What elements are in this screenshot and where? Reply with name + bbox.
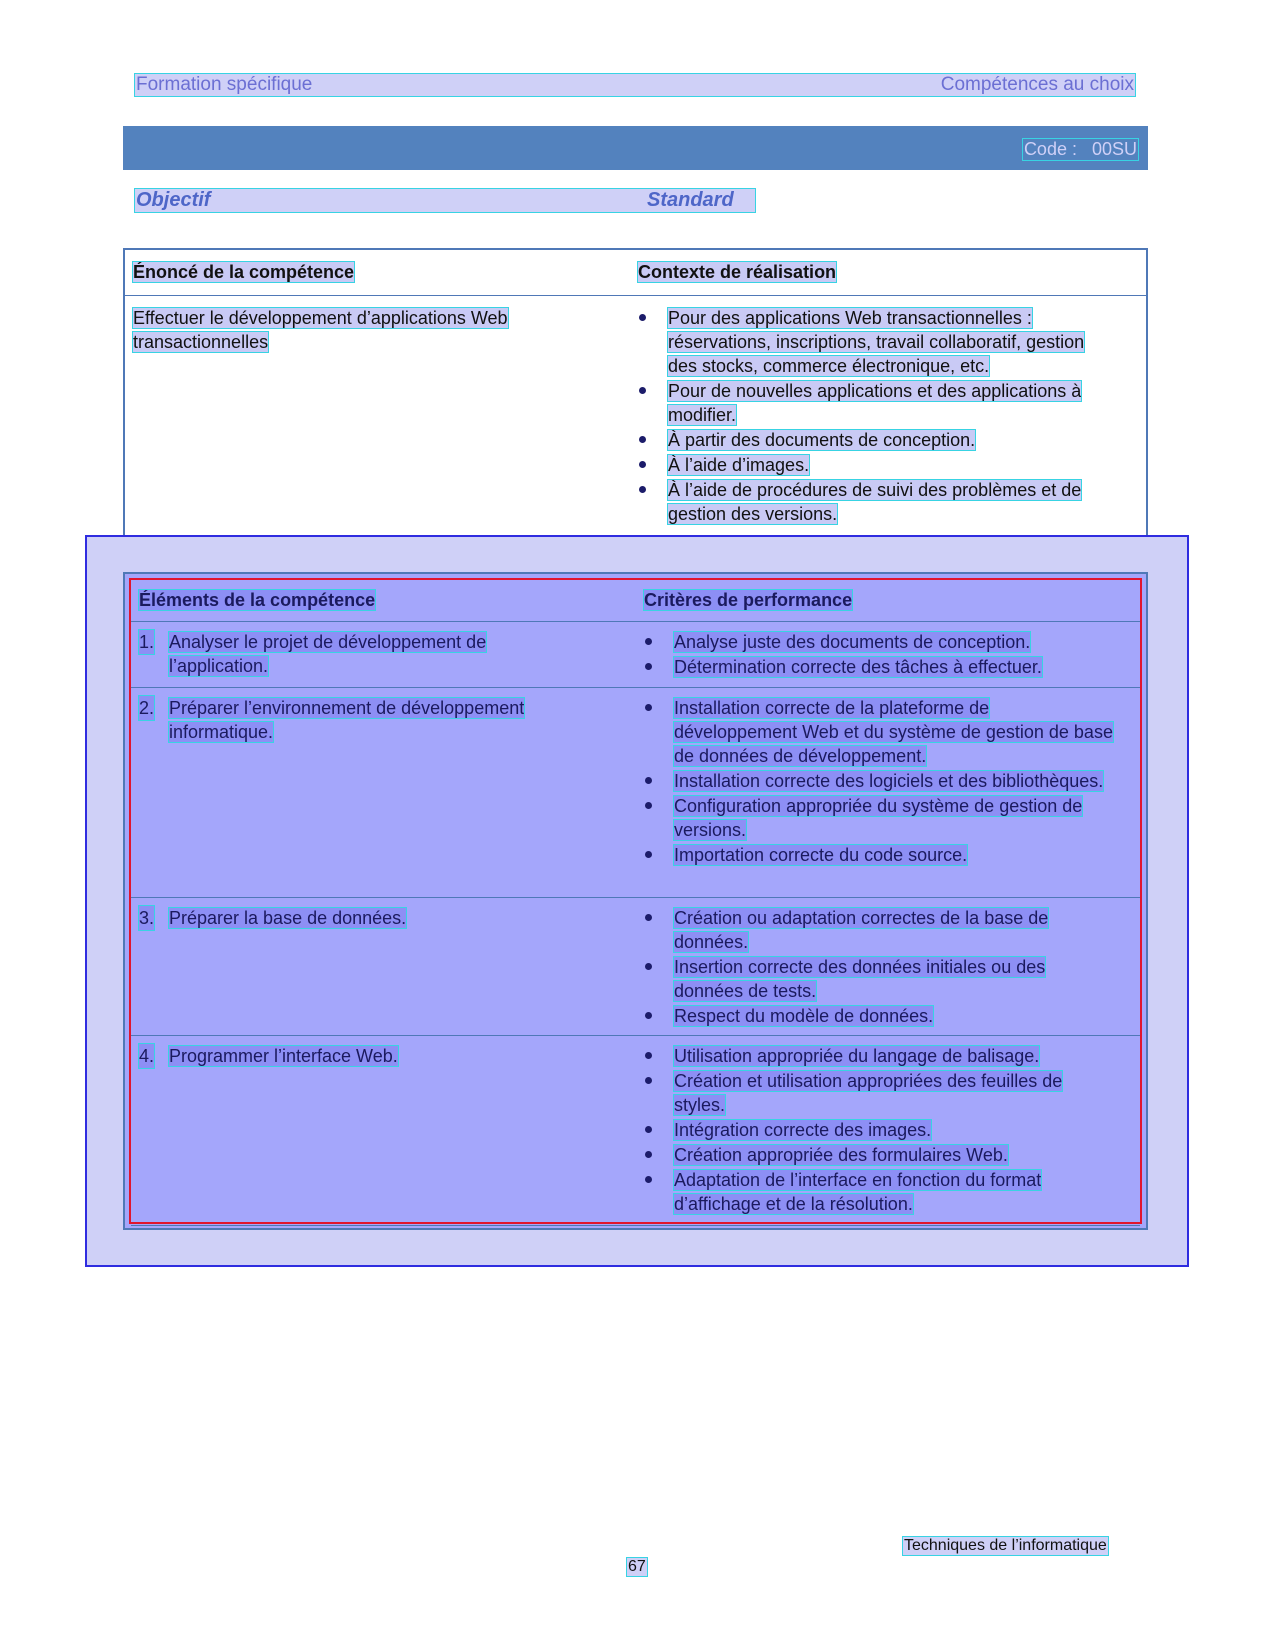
list-item: Intégration correcte des images. <box>644 1118 1116 1142</box>
context-column-header: Contexte de réalisation <box>638 262 837 282</box>
list-item: À l’aide de procédures de suivi des problèmes et de gestion des versions. <box>638 478 1110 526</box>
list-item: Analyse juste des documents de conception. <box>644 630 1116 654</box>
context-list <box>638 306 1110 526</box>
list-item: Création et utilisation appropriées des feuilles de styles. <box>644 1069 1116 1117</box>
list-item: À partir des documents de conception. <box>638 428 1110 452</box>
bullet-icon <box>645 851 652 858</box>
list-item: Détermination correcte des tâches à effectuer. <box>644 655 1116 679</box>
bullet-icon <box>645 1176 652 1183</box>
bullet-icon <box>645 802 652 809</box>
competency-statement-table <box>123 248 1148 538</box>
element-number: 4. <box>139 1046 155 1066</box>
header-section-right: Compétences au choix <box>940 74 1134 95</box>
bullet-icon <box>645 638 652 645</box>
bullet-icon <box>639 486 646 493</box>
header-section-left: Formation spécifique <box>136 74 313 95</box>
table-row <box>131 898 1140 1036</box>
list-item: Utilisation appropriée du langage de balisage. <box>644 1044 1116 1068</box>
objective-label: Objectif <box>136 189 211 211</box>
list-item: Importation correcte du code source. <box>644 843 1116 867</box>
element-text: Préparer la base de données. <box>169 908 407 928</box>
bullet-icon <box>645 663 652 670</box>
criteria-column-header: Critères de performance <box>644 590 853 610</box>
bullet-icon <box>645 1126 652 1133</box>
bullet-icon <box>639 314 646 321</box>
table1-body-row <box>125 296 1146 536</box>
footer-program-name: Techniques de l’informatique <box>904 1537 1107 1554</box>
list-item: Installation correcte de la plateforme de développement Web et du système de gestion de base de données de développement. <box>644 696 1116 768</box>
statement-column-header: Énoncé de la compétence <box>133 262 355 282</box>
list-item: Installation correcte des logiciels et des bibliothèques. <box>644 769 1116 793</box>
bullet-icon <box>645 1151 652 1158</box>
list-item: Pour de nouvelles applications et des applications à modifier. <box>638 379 1110 427</box>
performance-criteria-table <box>123 572 1148 1230</box>
bullet-icon <box>645 1052 652 1059</box>
list-item: Création ou adaptation correctes de la base de données. <box>644 906 1116 954</box>
table-row <box>131 688 1140 898</box>
element-number: 1. <box>139 632 155 652</box>
bullet-icon <box>645 704 652 711</box>
objective-standard-band <box>135 189 755 212</box>
criteria-list <box>644 696 1116 867</box>
criteria-list <box>644 630 1116 679</box>
criteria-list <box>644 1044 1116 1216</box>
element-text: Programmer l’interface Web. <box>169 1046 398 1066</box>
list-item: Création appropriée des formulaires Web. <box>644 1143 1116 1167</box>
bullet-icon <box>645 914 652 921</box>
list-item: Configuration appropriée du système de gestion de versions. <box>644 794 1116 842</box>
bullet-icon <box>645 963 652 970</box>
bullet-icon <box>639 436 646 443</box>
list-item: Adaptation de l’interface en fonction du format d’affichage et de la résolution. <box>644 1168 1116 1216</box>
bullet-icon <box>645 777 652 784</box>
table-row <box>131 1036 1140 1226</box>
table2-header-row <box>131 580 1140 622</box>
criteria-list <box>644 906 1116 1028</box>
page-number: 67 <box>628 1558 646 1575</box>
element-text: Préparer l’environnement de développement informatique. <box>169 698 525 742</box>
competency-code: Code : 00SU <box>1023 139 1137 159</box>
standard-label: Standard <box>647 189 734 211</box>
bullet-icon <box>639 461 646 468</box>
bullet-icon <box>645 1077 652 1084</box>
list-item: Pour des applications Web transactionnelles : réservations, inscriptions, travail collaboratif, gestion des stocks, commerce électronique, etc. <box>638 306 1110 378</box>
element-text: Analyser le projet de développement de l’application. <box>169 632 487 676</box>
table2-selection-border <box>129 578 1142 1224</box>
elements-column-header: Éléments de la compétence <box>139 590 376 610</box>
bullet-icon <box>645 1012 652 1019</box>
code-bar <box>123 126 1148 170</box>
table1-header-row <box>125 250 1146 296</box>
list-item: Insertion correcte des données initiales ou des données de tests. <box>644 955 1116 1003</box>
competency-statement: Effectuer le développement d’applications Web transactionnelles <box>133 308 508 352</box>
list-item: À l’aide d’images. <box>638 453 1110 477</box>
table-row <box>131 622 1140 688</box>
list-item: Respect du modèle de données. <box>644 1004 1116 1028</box>
element-number: 2. <box>139 698 155 718</box>
bullet-icon <box>639 387 646 394</box>
element-number: 3. <box>139 908 155 928</box>
running-header <box>135 74 1135 96</box>
